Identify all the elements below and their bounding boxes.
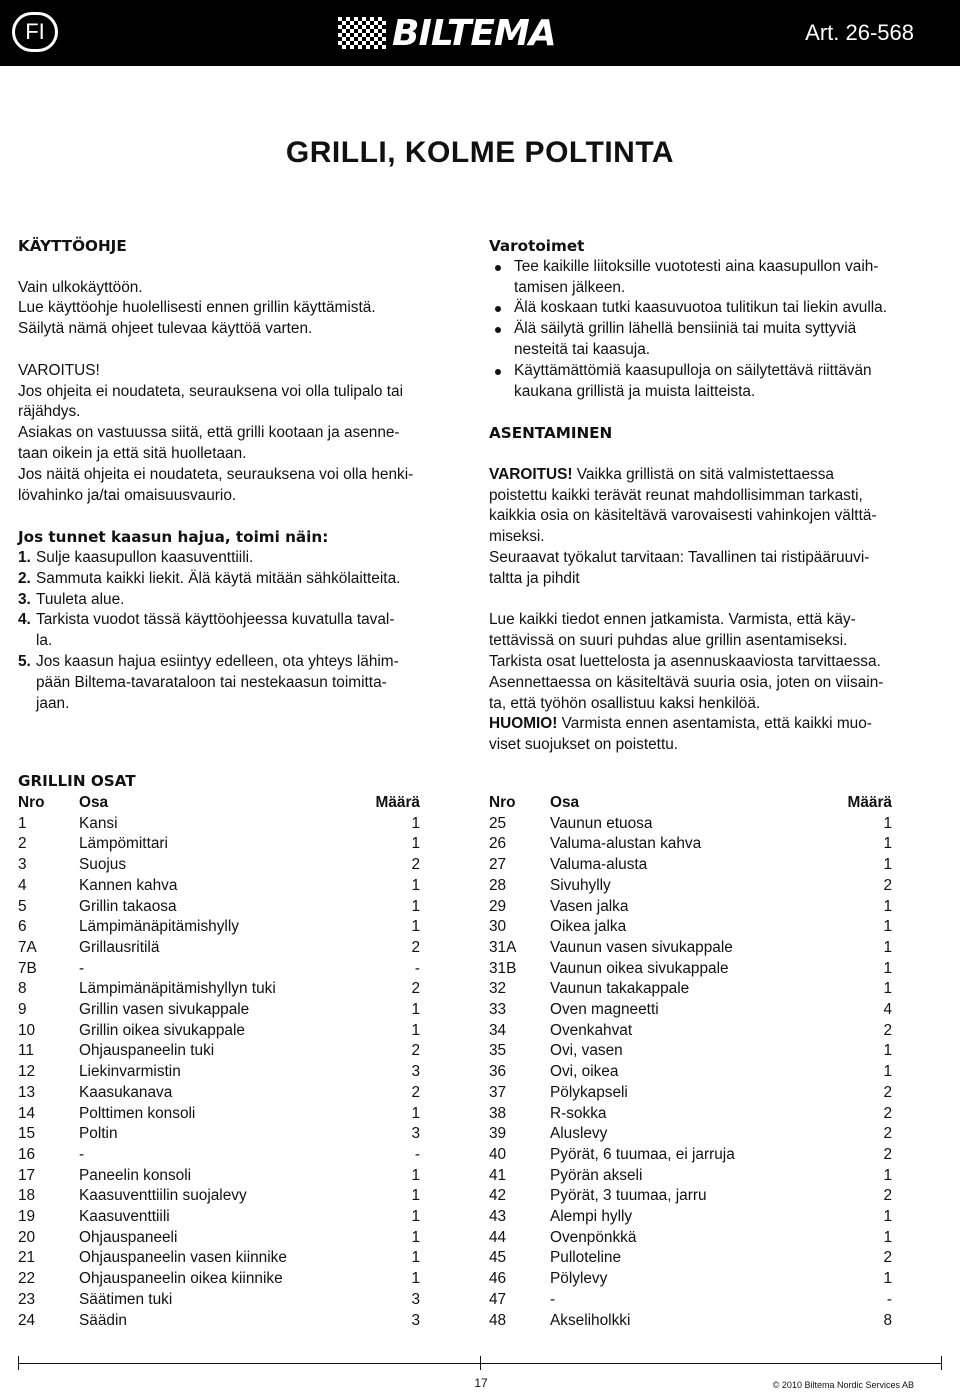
part-name: Ovenkahvat — [550, 1021, 633, 1039]
table-row — [489, 834, 892, 855]
part-name: Akseliholkki — [550, 1311, 631, 1329]
table-row — [489, 1248, 892, 1269]
left-column — [18, 236, 468, 714]
table-row — [18, 1041, 420, 1062]
part-number: 10 — [18, 1021, 36, 1039]
section-heading-usage: KÄYTTÖOHJE — [18, 237, 127, 255]
copyright: © 2010 Biltema Nordic Services AB — [772, 1380, 914, 1390]
part-number: 42 — [489, 1187, 507, 1205]
table-row — [489, 1228, 892, 1249]
table-row — [489, 814, 892, 835]
part-quantity: 3 — [411, 1063, 420, 1081]
part-name: Vaunun etuosa — [550, 814, 653, 832]
warning-line: taan oikein ja että sitä huolletaan. — [18, 444, 247, 462]
part-quantity: 1 — [411, 1166, 420, 1184]
list-item: Käyttämättömiä kaasupulloja on säilytettävä riittävän kaukana grillistä ja muista laitteista. — [489, 361, 949, 403]
part-quantity: 2 — [411, 856, 420, 874]
part-quantity: 1 — [411, 918, 420, 936]
part-number: 12 — [18, 1063, 36, 1081]
table-row — [489, 876, 892, 897]
part-quantity: 1 — [883, 1208, 892, 1226]
list-item: 5. Jos kaasun hajua esiintyy edelleen, ota yhteys lähim- pään Biltema-tavarataloon tai nestekaasun toimitta- jaan. — [18, 652, 399, 712]
part-name: Oven magneetti — [550, 1001, 659, 1019]
column-header-qty: Määrä — [375, 794, 420, 811]
page-title: GRILLI, KOLME POLTINTA — [285, 136, 675, 169]
warning-title: VAROITUS! — [18, 361, 100, 379]
part-number: 37 — [489, 1083, 507, 1101]
part-quantity: 1 — [883, 1063, 892, 1081]
table-row — [18, 1104, 420, 1125]
page-number: 17 — [474, 1376, 488, 1390]
table-row — [489, 1311, 892, 1332]
table-row — [489, 1186, 892, 1207]
part-number: 7A — [18, 938, 37, 956]
part-quantity: 1 — [883, 918, 892, 936]
part-name: R-sokka — [550, 1104, 607, 1122]
part-name: Ovi, oikea — [550, 1063, 619, 1081]
part-quantity: - — [414, 959, 420, 977]
part-name: Poltin — [79, 1125, 118, 1143]
assembly-warning-line: kaikkia osia on käsiteltävä varovaisesti vahinkojen välttä- — [489, 507, 877, 525]
table-row — [18, 834, 420, 855]
part-number: 31B — [489, 959, 517, 977]
table-row — [489, 1041, 892, 1062]
language-badge: FI — [12, 12, 58, 52]
part-number: 35 — [489, 1042, 507, 1060]
table-header-row — [489, 793, 892, 814]
table-row — [489, 979, 892, 1000]
part-name: Aluslevy — [550, 1125, 608, 1143]
part-name: - — [550, 1290, 556, 1308]
table-row — [18, 1145, 420, 1166]
part-number: 29 — [489, 897, 507, 915]
list-item: Älä säilytä grillin lähellä bensiiniä tai muita syttyviä nesteitä tai kaasuja. — [489, 319, 949, 361]
table-row — [18, 1062, 420, 1083]
parts-table-left — [18, 793, 420, 1331]
part-number: 46 — [489, 1270, 507, 1288]
part-name: Kaasuventtiilin suojalevy — [79, 1187, 247, 1205]
table-row — [489, 1290, 892, 1311]
table-row — [18, 1248, 420, 1269]
intro-line: Lue käyttöohje huolellisesti ennen grillin käyttämistä. — [18, 299, 376, 317]
part-quantity: - — [886, 1290, 892, 1308]
part-quantity: 2 — [883, 876, 892, 894]
assembly-warning-line: poistettu kaikki terävät reunat mahdollisimman tarkasti, — [489, 486, 863, 504]
table-row — [18, 1186, 420, 1207]
part-number: 9 — [18, 1001, 27, 1019]
part-number: 31A — [489, 938, 517, 956]
brand-name: BILTEMA — [392, 12, 556, 54]
table-row — [18, 1228, 420, 1249]
intro-line: Vain ulkokäyttöön. — [18, 278, 143, 296]
part-number: 27 — [489, 856, 507, 874]
part-name: Pölykapseli — [550, 1083, 628, 1101]
read-line: Asennettaessa on käsiteltävä suuria osia, joten on viisain- — [489, 673, 884, 691]
part-name: Kaasuventtiili — [79, 1208, 170, 1226]
table-row — [489, 1145, 892, 1166]
table-row — [489, 1021, 892, 1042]
right-column — [489, 236, 949, 756]
part-name: Ohjauspaneelin oikea kiinnike — [79, 1270, 283, 1288]
table-row — [489, 917, 892, 938]
part-name: Grillin vasen sivukappale — [79, 1001, 250, 1019]
part-number: 13 — [18, 1083, 36, 1101]
table-row — [18, 1021, 420, 1042]
table-row — [18, 959, 420, 980]
footer-tick — [480, 1356, 481, 1370]
part-quantity: 1 — [883, 938, 892, 956]
list-item: 4. Tarkista vuodot tässä käyttöohjeessa kuvatulla taval- la. — [18, 611, 395, 650]
table-row — [18, 917, 420, 938]
part-number: 5 — [18, 897, 27, 915]
part-name: Kansi — [79, 814, 118, 832]
part-name: Ohjauspaneeli — [79, 1228, 178, 1246]
precautions-heading: Varotoimet — [489, 237, 585, 255]
part-quantity: 2 — [883, 1083, 892, 1101]
list-item: Älä koskaan tutki kaasuvuotoa tulitikun tai liekin avulla. — [489, 298, 949, 319]
column-header-qty: Määrä — [847, 794, 892, 811]
part-name: Polttimen konsoli — [79, 1104, 196, 1122]
table-row — [18, 1000, 420, 1021]
part-number: 34 — [489, 1021, 507, 1039]
part-number: 16 — [18, 1145, 36, 1163]
checkered-flag-icon — [338, 16, 386, 50]
assembly-warning: VAROITUS! Vaikka grillistä on sitä valmistettaessa — [489, 465, 834, 483]
part-quantity: 1 — [411, 897, 420, 915]
part-quantity: 1 — [883, 959, 892, 977]
table-row — [18, 979, 420, 1000]
column-header-osa: Osa — [550, 794, 580, 811]
part-name: Liekinvarmistin — [79, 1063, 181, 1081]
article-number: Art. 26-568 — [805, 20, 914, 45]
table-row — [489, 1062, 892, 1083]
part-number: 19 — [18, 1208, 36, 1226]
gas-smell-heading: Jos tunnet kaasun hajua, toimi näin: — [18, 528, 329, 547]
part-name: Pyörät, 3 tuumaa, jarru — [550, 1187, 707, 1205]
table-row — [489, 1083, 892, 1104]
part-quantity: 1 — [411, 1270, 420, 1288]
part-quantity: 1 — [411, 814, 420, 832]
table-row — [18, 1290, 420, 1311]
part-name: Ovi, vasen — [550, 1042, 623, 1060]
part-name: Pölylevy — [550, 1270, 608, 1288]
part-number: 1 — [18, 814, 27, 832]
warning-line: Asiakas on vastuussa siitä, että grilli kootaan ja asenne- — [18, 424, 400, 442]
read-line: ta, että työhön osallistuu kaksi henkilöä. — [489, 694, 761, 712]
part-name: Pyörän akseli — [550, 1166, 643, 1184]
table-row — [489, 959, 892, 980]
part-quantity: 1 — [411, 1021, 420, 1039]
section-heading-assembly: ASENTAMINEN — [489, 424, 613, 443]
part-quantity: 1 — [883, 856, 892, 874]
part-name: Paneelin konsoli — [79, 1166, 192, 1184]
part-quantity: 1 — [411, 835, 420, 853]
part-quantity: 1 — [411, 1228, 420, 1246]
table-row — [489, 1269, 892, 1290]
part-number: 23 — [18, 1290, 36, 1308]
table-row — [18, 1269, 420, 1290]
table-row — [489, 1124, 892, 1145]
part-quantity: 3 — [411, 1290, 420, 1308]
read-line: Lue kaikki tiedot ennen jatkamista. Varmista, että käy- — [489, 611, 856, 629]
table-row — [489, 1207, 892, 1228]
part-quantity: 2 — [411, 980, 420, 998]
part-number: 2 — [18, 835, 27, 853]
read-line: tettävissä on suuri puhdas alue grillin asentamiseksi. — [489, 632, 848, 650]
part-name: Pulloteline — [550, 1249, 622, 1267]
list-item: Tee kaikille liitoksille vuototesti aina kaasupullon vaih- tamisen jälkeen. — [489, 257, 949, 299]
part-number: 40 — [489, 1145, 507, 1163]
part-number: 11 — [18, 1042, 34, 1060]
list-item: 2. Sammuta kaikki liekit. Älä käytä mitään sähkölaitteita. — [18, 569, 401, 587]
part-quantity: 1 — [883, 897, 892, 915]
part-number: 41 — [489, 1166, 507, 1184]
part-number: 7B — [18, 959, 37, 977]
part-quantity: 2 — [883, 1104, 892, 1122]
gas-steps-list — [18, 548, 468, 714]
part-number: 43 — [489, 1208, 507, 1226]
part-name: Valuma-alusta — [550, 856, 648, 874]
part-quantity: 1 — [883, 980, 892, 998]
part-quantity: 3 — [411, 1311, 420, 1329]
table-row — [18, 1166, 420, 1187]
column-header-osa: Osa — [79, 794, 109, 811]
assembly-warning-line: taltta ja pihdit — [489, 569, 580, 587]
part-quantity: 1 — [883, 1166, 892, 1184]
table-row — [18, 855, 420, 876]
table-row — [18, 876, 420, 897]
table-row — [489, 897, 892, 918]
part-number: 24 — [18, 1311, 36, 1329]
part-quantity: 2 — [411, 938, 420, 956]
part-name: Vasen jalka — [550, 897, 629, 915]
part-name: Lämpimänäpitämishyllyn tuki — [79, 980, 276, 998]
part-number: 17 — [18, 1166, 36, 1184]
part-number: 20 — [18, 1228, 36, 1246]
part-name: Ohjauspaneelin tuki — [79, 1042, 215, 1060]
column-header-nro: Nro — [18, 794, 45, 811]
part-name: Oikea jalka — [550, 918, 627, 936]
part-quantity: 2 — [883, 1249, 892, 1267]
part-number: 3 — [18, 856, 27, 874]
part-quantity: 1 — [411, 876, 420, 894]
assembly-warning-line: miseksi. — [489, 528, 545, 546]
part-name: Alempi hylly — [550, 1208, 633, 1226]
part-number: 21 — [18, 1249, 36, 1267]
part-name: Pyörät, 6 tuumaa, ei jarruja — [550, 1145, 735, 1163]
part-name: - — [79, 1145, 85, 1163]
note: HUOMIO! Varmista ennen asentamista, että kaikki muo- — [489, 715, 872, 733]
header-bar — [0, 0, 960, 66]
parts-table-right — [489, 793, 892, 1331]
part-number: 33 — [489, 1001, 507, 1019]
table-row — [489, 1104, 892, 1125]
warning-line: räjähdys. — [18, 403, 81, 421]
part-number: 48 — [489, 1311, 507, 1329]
part-number: 15 — [18, 1125, 36, 1143]
part-quantity: 1 — [883, 1270, 892, 1288]
part-number: 47 — [489, 1290, 507, 1308]
part-name: Suojus — [79, 856, 127, 874]
part-number: 6 — [18, 918, 27, 936]
part-name: Grillausritilä — [79, 938, 160, 956]
part-quantity: 1 — [411, 1249, 420, 1267]
part-number: 4 — [18, 876, 27, 894]
part-name: Valuma-alustan kahva — [550, 835, 702, 853]
brand-logo — [338, 12, 600, 54]
part-number: 14 — [18, 1104, 36, 1122]
part-quantity: 3 — [411, 1125, 420, 1143]
part-quantity: 8 — [883, 1311, 892, 1329]
part-number: 38 — [489, 1104, 507, 1122]
part-number: 22 — [18, 1270, 36, 1288]
part-quantity: 2 — [883, 1021, 892, 1039]
footer-tick — [18, 1356, 19, 1370]
part-number: 39 — [489, 1125, 507, 1143]
note-line: viset suojukset on poistettu. — [489, 736, 679, 754]
list-item: 1. Sulje kaasupullon kaasuventtiili. — [18, 548, 254, 566]
part-name: Ohjauspaneelin vasen kiinnike — [79, 1249, 287, 1267]
table-row — [489, 1166, 892, 1187]
table-row — [18, 814, 420, 835]
part-number: 44 — [489, 1228, 507, 1246]
part-name: Vaunun oikea sivukappale — [550, 959, 729, 977]
table-row — [18, 897, 420, 918]
part-quantity: 2 — [411, 1083, 420, 1101]
assembly-warning-line: Seuraavat työkalut tarvitaan: Tavallinen tai ristipääruuvi- — [489, 548, 870, 566]
warning-line: lövahinko ja/tai omaisuusvaurio. — [18, 486, 237, 504]
part-name: Grillin takaosa — [79, 897, 177, 915]
part-number: 45 — [489, 1249, 507, 1267]
part-name: Vaunun takakappale — [550, 980, 690, 998]
table-row — [489, 938, 892, 959]
part-number: 8 — [18, 980, 27, 998]
table-row — [489, 855, 892, 876]
part-name: Lämpimänäpitämishylly — [79, 918, 239, 936]
part-name: Sivuhylly — [550, 876, 611, 894]
part-quantity: 1 — [411, 1187, 420, 1205]
part-quantity: 1 — [411, 1001, 420, 1019]
part-name: Kaasukanava — [79, 1083, 173, 1101]
part-name: Ovenpönkkä — [550, 1228, 637, 1246]
footer-tick — [941, 1356, 942, 1370]
part-quantity: 1 — [883, 835, 892, 853]
part-number: 28 — [489, 876, 507, 894]
table-row — [18, 1124, 420, 1145]
precautions-list — [489, 257, 949, 403]
list-item: 3. Tuuleta alue. — [18, 590, 125, 608]
part-quantity: 1 — [411, 1104, 420, 1122]
table-header-row — [18, 793, 420, 814]
part-number: 36 — [489, 1063, 507, 1081]
part-name: Kannen kahva — [79, 876, 178, 894]
part-name: Grillin oikea sivukappale — [79, 1021, 245, 1039]
parts-heading: GRILLIN OSAT — [18, 772, 136, 790]
part-quantity: 2 — [411, 1042, 420, 1060]
part-number: 18 — [18, 1187, 36, 1205]
read-line: Tarkista osat luettelosta ja asennuskaaviosta tarvittaessa. — [489, 652, 881, 670]
part-number: 25 — [489, 814, 507, 832]
intro-line: Säilytä nämä ohjeet tulevaa käyttöä varten. — [18, 320, 313, 338]
table-row — [489, 1000, 892, 1021]
part-quantity: 1 — [883, 1042, 892, 1060]
table-row — [18, 1311, 420, 1332]
part-name: Säädin — [79, 1311, 127, 1329]
part-name: Säätimen tuki — [79, 1290, 173, 1308]
column-header-nro: Nro — [489, 794, 516, 811]
part-name: Vaunun vasen sivukappale — [550, 938, 733, 956]
part-number: 32 — [489, 980, 507, 998]
part-quantity: 2 — [883, 1125, 892, 1143]
part-quantity: 1 — [411, 1208, 420, 1226]
warning-line: Jos ohjeita ei noudateta, seurauksena voi olla tulipalo tai — [18, 382, 404, 400]
part-name: - — [79, 959, 85, 977]
warning-line: Jos näitä ohjeita ei noudateta, seurauksena voi olla henki- — [18, 465, 414, 483]
table-row — [18, 938, 420, 959]
table-row — [18, 1083, 420, 1104]
part-quantity: 1 — [883, 814, 892, 832]
part-number: 30 — [489, 918, 507, 936]
part-name: Lämpömittari — [79, 835, 168, 853]
part-number: 26 — [489, 835, 507, 853]
part-quantity: 2 — [883, 1187, 892, 1205]
part-quantity: 4 — [883, 1001, 892, 1019]
part-quantity: - — [414, 1145, 420, 1163]
table-row — [18, 1207, 420, 1228]
part-quantity: 1 — [883, 1228, 892, 1246]
part-quantity: 2 — [883, 1145, 892, 1163]
